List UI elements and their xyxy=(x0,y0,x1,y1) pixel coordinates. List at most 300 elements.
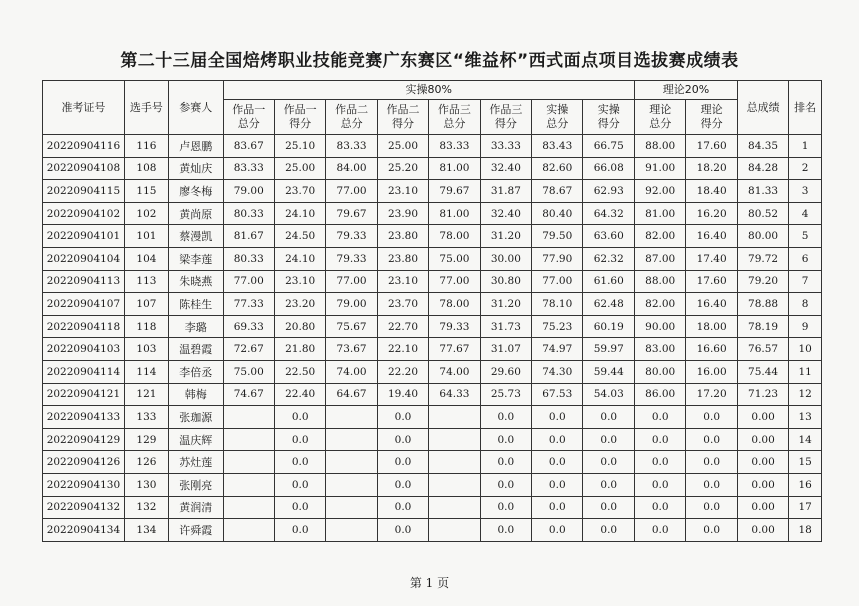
cell-rank: 4 xyxy=(789,202,822,225)
table-row xyxy=(43,157,822,180)
cell-w3-total: 74.00 xyxy=(429,360,480,383)
cell-player-no: 104 xyxy=(124,247,168,270)
table-row xyxy=(43,293,822,316)
cell-w2-score: 0.0 xyxy=(377,473,428,496)
subheader-7: 实操 得分 xyxy=(583,100,635,135)
cell-w3-score: 31.07 xyxy=(480,338,531,361)
cell-w1-total: 81.67 xyxy=(223,225,274,248)
cell-w1-total: 83.67 xyxy=(223,135,274,158)
cell-name: 温碧霞 xyxy=(168,338,223,361)
cell-w2-total xyxy=(326,406,377,429)
cell-final-total: 0.00 xyxy=(737,406,788,429)
cell-w3-total: 78.00 xyxy=(429,293,480,316)
cell-prac-score: 62.93 xyxy=(583,180,635,203)
cell-name: 温庆辉 xyxy=(168,428,223,451)
cell-prac-score: 61.60 xyxy=(583,270,635,293)
cell-w2-score: 22.70 xyxy=(377,315,428,338)
cell-theory-score: 17.60 xyxy=(686,270,737,293)
cell-rank: 12 xyxy=(789,383,822,406)
cell-rank: 2 xyxy=(789,157,822,180)
cell-theory-score: 17.60 xyxy=(686,135,737,158)
page-number: 第 1 页 xyxy=(409,576,450,590)
cell-final-total: 79.20 xyxy=(737,270,788,293)
cell-w2-total: 64.67 xyxy=(326,383,377,406)
cell-theory-score: 16.00 xyxy=(686,360,737,383)
cell-final-total: 79.72 xyxy=(737,247,788,270)
cell-exam-no: 20220904121 xyxy=(43,383,125,406)
cell-theory-score: 0.0 xyxy=(686,496,737,519)
cell-prac-score: 60.19 xyxy=(583,315,635,338)
cell-w2-total xyxy=(326,451,377,474)
cell-name: 李璐 xyxy=(168,315,223,338)
cell-prac-score: 64.32 xyxy=(583,202,635,225)
subheader-1: 作品一 得分 xyxy=(274,100,325,135)
table-row xyxy=(43,451,822,474)
cell-w2-total: 75.67 xyxy=(326,315,377,338)
cell-theory-score: 18.40 xyxy=(686,180,737,203)
cell-w2-total xyxy=(326,519,377,542)
cell-theory-total: 86.00 xyxy=(635,383,686,406)
cell-name: 朱晓燕 xyxy=(168,270,223,293)
cell-theory-total: 90.00 xyxy=(635,315,686,338)
table-row xyxy=(43,406,822,429)
table-row xyxy=(43,360,822,383)
cell-w3-score: 31.87 xyxy=(480,180,531,203)
cell-w2-total: 79.33 xyxy=(326,247,377,270)
cell-exam-no: 20220904116 xyxy=(43,135,125,158)
cell-prac-score: 66.08 xyxy=(583,157,635,180)
cell-prac-total: 0.0 xyxy=(532,428,583,451)
cell-player-no: 129 xyxy=(124,428,168,451)
cell-name: 李倍丞 xyxy=(168,360,223,383)
cell-theory-score: 16.40 xyxy=(686,293,737,316)
cell-final-total: 84.28 xyxy=(737,157,788,180)
cell-w3-score: 32.40 xyxy=(480,157,531,180)
cell-name: 张珈源 xyxy=(168,406,223,429)
cell-w3-score: 0.0 xyxy=(480,496,531,519)
cell-w2-total: 73.67 xyxy=(326,338,377,361)
cell-rank: 5 xyxy=(789,225,822,248)
cell-name: 许舜霞 xyxy=(168,519,223,542)
cell-rank: 10 xyxy=(789,338,822,361)
cell-w1-total xyxy=(223,519,274,542)
header-name: 参赛人 xyxy=(168,81,223,135)
cell-w2-score: 25.20 xyxy=(377,157,428,180)
cell-final-total: 76.57 xyxy=(737,338,788,361)
table-row xyxy=(43,270,822,293)
cell-exam-no: 20220904114 xyxy=(43,360,125,383)
cell-player-no: 102 xyxy=(124,202,168,225)
cell-prac-total: 80.40 xyxy=(532,202,583,225)
subheader-3: 作品二 得分 xyxy=(377,100,428,135)
cell-w2-score: 22.10 xyxy=(377,338,428,361)
cell-w3-total: 79.67 xyxy=(429,180,480,203)
cell-w1-score: 23.20 xyxy=(274,293,325,316)
cell-theory-score: 0.0 xyxy=(686,451,737,474)
cell-w3-total: 77.67 xyxy=(429,338,480,361)
table-row xyxy=(43,496,822,519)
cell-prac-score: 59.97 xyxy=(583,338,635,361)
table-row xyxy=(43,202,822,225)
cell-w1-total: 83.33 xyxy=(223,157,274,180)
cell-prac-total: 0.0 xyxy=(532,451,583,474)
cell-theory-total: 92.00 xyxy=(635,180,686,203)
cell-name: 蔡漫凯 xyxy=(168,225,223,248)
cell-theory-total: 91.00 xyxy=(635,157,686,180)
cell-theory-score: 16.60 xyxy=(686,338,737,361)
cell-w1-score: 20.80 xyxy=(274,315,325,338)
cell-prac-total: 77.00 xyxy=(532,270,583,293)
cell-w1-total: 72.67 xyxy=(223,338,274,361)
cell-w3-total: 77.00 xyxy=(429,270,480,293)
cell-player-no: 134 xyxy=(124,519,168,542)
cell-w1-score: 0.0 xyxy=(274,428,325,451)
cell-w3-score: 31.73 xyxy=(480,315,531,338)
cell-w2-total: 84.00 xyxy=(326,157,377,180)
cell-prac-score: 0.0 xyxy=(583,473,635,496)
cell-prac-score: 54.03 xyxy=(583,383,635,406)
cell-rank: 3 xyxy=(789,180,822,203)
cell-player-no: 101 xyxy=(124,225,168,248)
cell-w1-score: 0.0 xyxy=(274,451,325,474)
cell-prac-score: 0.0 xyxy=(583,496,635,519)
table-row xyxy=(43,135,822,158)
cell-prac-score: 62.32 xyxy=(583,247,635,270)
cell-theory-total: 88.00 xyxy=(635,135,686,158)
cell-final-total: 81.33 xyxy=(737,180,788,203)
cell-prac-total: 0.0 xyxy=(532,496,583,519)
cell-final-total: 0.00 xyxy=(737,496,788,519)
cell-final-total: 78.19 xyxy=(737,315,788,338)
cell-w3-score: 32.40 xyxy=(480,202,531,225)
cell-w1-score: 0.0 xyxy=(274,473,325,496)
cell-w2-score: 23.10 xyxy=(377,270,428,293)
cell-w1-score: 0.0 xyxy=(274,496,325,519)
cell-w2-score: 25.00 xyxy=(377,135,428,158)
cell-w1-score: 24.10 xyxy=(274,247,325,270)
cell-theory-score: 18.00 xyxy=(686,315,737,338)
cell-w3-score: 0.0 xyxy=(480,519,531,542)
subheader-5: 作品三 得分 xyxy=(480,100,531,135)
cell-exam-no: 20220904102 xyxy=(43,202,125,225)
subheader-8: 理论 总分 xyxy=(635,100,686,135)
cell-w3-score: 30.80 xyxy=(480,270,531,293)
cell-w3-total: 81.00 xyxy=(429,157,480,180)
cell-exam-no: 20220904132 xyxy=(43,496,125,519)
header-practical-group: 实操80% xyxy=(223,81,634,100)
cell-rank: 17 xyxy=(789,496,822,519)
cell-w1-total xyxy=(223,473,274,496)
cell-w2-score: 19.40 xyxy=(377,383,428,406)
cell-prac-total: 67.53 xyxy=(532,383,583,406)
cell-player-no: 108 xyxy=(124,157,168,180)
cell-w3-total xyxy=(429,451,480,474)
cell-player-no: 103 xyxy=(124,338,168,361)
cell-w2-score: 23.70 xyxy=(377,293,428,316)
cell-w3-score: 33.33 xyxy=(480,135,531,158)
cell-rank: 14 xyxy=(789,428,822,451)
cell-prac-score: 62.48 xyxy=(583,293,635,316)
cell-prac-total: 78.10 xyxy=(532,293,583,316)
cell-w3-score: 0.0 xyxy=(480,473,531,496)
cell-rank: 11 xyxy=(789,360,822,383)
table-row xyxy=(43,315,822,338)
cell-exam-no: 20220904108 xyxy=(43,157,125,180)
cell-prac-total: 0.0 xyxy=(532,473,583,496)
cell-exam-no: 20220904113 xyxy=(43,270,125,293)
cell-w1-total: 75.00 xyxy=(223,360,274,383)
cell-player-no: 133 xyxy=(124,406,168,429)
cell-w1-score: 23.10 xyxy=(274,270,325,293)
cell-prac-total: 83.43 xyxy=(532,135,583,158)
cell-name: 黄尚原 xyxy=(168,202,223,225)
cell-w2-total: 74.00 xyxy=(326,360,377,383)
cell-rank: 16 xyxy=(789,473,822,496)
header-theory-group: 理论20% xyxy=(635,81,738,100)
cell-prac-score: 0.0 xyxy=(583,451,635,474)
cell-theory-score: 0.0 xyxy=(686,406,737,429)
cell-w3-score: 0.0 xyxy=(480,428,531,451)
table-row xyxy=(43,225,822,248)
cell-final-total: 0.00 xyxy=(737,451,788,474)
cell-theory-total: 0.0 xyxy=(635,406,686,429)
cell-rank: 18 xyxy=(789,519,822,542)
cell-prac-total: 82.60 xyxy=(532,157,583,180)
cell-player-no: 114 xyxy=(124,360,168,383)
cell-player-no: 132 xyxy=(124,496,168,519)
cell-name: 陈桂生 xyxy=(168,293,223,316)
cell-w2-total xyxy=(326,428,377,451)
cell-prac-total: 79.50 xyxy=(532,225,583,248)
subheader-2: 作品二 总分 xyxy=(326,100,377,135)
cell-rank: 6 xyxy=(789,247,822,270)
cell-w1-total: 79.00 xyxy=(223,180,274,203)
cell-final-total: 80.52 xyxy=(737,202,788,225)
subheader-9: 理论 得分 xyxy=(686,100,737,135)
cell-w2-score: 0.0 xyxy=(377,451,428,474)
cell-w2-total xyxy=(326,496,377,519)
cell-prac-total: 78.67 xyxy=(532,180,583,203)
table-row xyxy=(43,519,822,542)
cell-prac-score: 59.44 xyxy=(583,360,635,383)
table-row xyxy=(43,383,822,406)
cell-theory-score: 17.20 xyxy=(686,383,737,406)
cell-w2-total xyxy=(326,473,377,496)
cell-rank: 13 xyxy=(789,406,822,429)
cell-theory-total: 81.00 xyxy=(635,202,686,225)
cell-w2-total: 79.00 xyxy=(326,293,377,316)
cell-w1-score: 22.40 xyxy=(274,383,325,406)
cell-w1-total: 74.67 xyxy=(223,383,274,406)
cell-w2-total: 77.00 xyxy=(326,270,377,293)
cell-exam-no: 20220904126 xyxy=(43,451,125,474)
cell-w3-score: 0.0 xyxy=(480,451,531,474)
cell-w3-total xyxy=(429,406,480,429)
cell-exam-no: 20220904101 xyxy=(43,225,125,248)
cell-theory-score: 0.0 xyxy=(686,519,737,542)
cell-w2-total: 77.00 xyxy=(326,180,377,203)
cell-theory-score: 0.0 xyxy=(686,428,737,451)
cell-w2-score: 0.0 xyxy=(377,519,428,542)
cell-w3-total: 79.33 xyxy=(429,315,480,338)
cell-theory-total: 87.00 xyxy=(635,247,686,270)
cell-w2-total: 79.33 xyxy=(326,225,377,248)
cell-exam-no: 20220904130 xyxy=(43,473,125,496)
cell-prac-total: 0.0 xyxy=(532,406,583,429)
cell-w2-score: 0.0 xyxy=(377,496,428,519)
cell-player-no: 116 xyxy=(124,135,168,158)
cell-theory-score: 16.20 xyxy=(686,202,737,225)
cell-player-no: 115 xyxy=(124,180,168,203)
cell-final-total: 71.23 xyxy=(737,383,788,406)
cell-w3-total xyxy=(429,519,480,542)
cell-player-no: 113 xyxy=(124,270,168,293)
cell-theory-score: 16.40 xyxy=(686,225,737,248)
cell-player-no: 107 xyxy=(124,293,168,316)
cell-w2-score: 23.80 xyxy=(377,247,428,270)
cell-name: 黄灿庆 xyxy=(168,157,223,180)
cell-w2-score: 23.80 xyxy=(377,225,428,248)
cell-w1-total xyxy=(223,451,274,474)
cell-w1-total xyxy=(223,496,274,519)
cell-exam-no: 20220904118 xyxy=(43,315,125,338)
cell-w3-total xyxy=(429,473,480,496)
cell-w3-score: 29.60 xyxy=(480,360,531,383)
cell-theory-total: 0.0 xyxy=(635,473,686,496)
cell-player-no: 126 xyxy=(124,451,168,474)
cell-theory-total: 0.0 xyxy=(635,428,686,451)
cell-player-no: 130 xyxy=(124,473,168,496)
cell-name: 黄润清 xyxy=(168,496,223,519)
cell-rank: 7 xyxy=(789,270,822,293)
cell-name: 韩梅 xyxy=(168,383,223,406)
cell-w1-total: 80.33 xyxy=(223,247,274,270)
cell-w1-score: 0.0 xyxy=(274,519,325,542)
subheader-6: 实操 总分 xyxy=(532,100,583,135)
cell-w1-total: 69.33 xyxy=(223,315,274,338)
cell-rank: 9 xyxy=(789,315,822,338)
cell-w1-score: 22.50 xyxy=(274,360,325,383)
cell-w1-score: 25.00 xyxy=(274,157,325,180)
table-row xyxy=(43,180,822,203)
cell-final-total: 80.00 xyxy=(737,225,788,248)
table-row xyxy=(43,428,822,451)
subheader-0: 作品一 总分 xyxy=(223,100,274,135)
cell-final-total: 84.35 xyxy=(737,135,788,158)
cell-w3-total xyxy=(429,428,480,451)
cell-w2-total: 83.33 xyxy=(326,135,377,158)
cell-w3-score: 31.20 xyxy=(480,225,531,248)
cell-w1-score: 24.50 xyxy=(274,225,325,248)
cell-w1-score: 25.10 xyxy=(274,135,325,158)
cell-exam-no: 20220904115 xyxy=(43,180,125,203)
header-player-no: 选手号 xyxy=(124,81,168,135)
page-title: 第二十三届全国焙烤职业技能竞赛广东赛区“维益杯”西式面点项目选拔赛成绩表 xyxy=(120,51,739,71)
cell-w3-score: 31.20 xyxy=(480,293,531,316)
cell-player-no: 121 xyxy=(124,383,168,406)
header-total: 总成绩 xyxy=(737,81,788,135)
cell-w3-total: 83.33 xyxy=(429,135,480,158)
cell-w2-score: 22.20 xyxy=(377,360,428,383)
cell-theory-score: 18.20 xyxy=(686,157,737,180)
cell-theory-score: 17.40 xyxy=(686,247,737,270)
cell-name: 廖冬梅 xyxy=(168,180,223,203)
cell-w3-score: 30.00 xyxy=(480,247,531,270)
cell-player-no: 118 xyxy=(124,315,168,338)
cell-theory-total: 0.0 xyxy=(635,496,686,519)
cell-theory-total: 0.0 xyxy=(635,519,686,542)
cell-exam-no: 20220904129 xyxy=(43,428,125,451)
cell-final-total: 0.00 xyxy=(737,428,788,451)
cell-theory-total: 82.00 xyxy=(635,293,686,316)
cell-w1-total xyxy=(223,406,274,429)
cell-w3-total: 64.33 xyxy=(429,383,480,406)
cell-w2-total: 79.67 xyxy=(326,202,377,225)
cell-prac-total: 75.23 xyxy=(532,315,583,338)
cell-exam-no: 20220904134 xyxy=(43,519,125,542)
cell-prac-score: 0.0 xyxy=(583,519,635,542)
cell-prac-score: 0.0 xyxy=(583,406,635,429)
cell-w3-total: 81.00 xyxy=(429,202,480,225)
cell-name: 苏灶莲 xyxy=(168,451,223,474)
cell-w1-score: 21.80 xyxy=(274,338,325,361)
table-row xyxy=(43,473,822,496)
cell-theory-total: 80.00 xyxy=(635,360,686,383)
cell-rank: 15 xyxy=(789,451,822,474)
cell-w1-total: 77.33 xyxy=(223,293,274,316)
cell-theory-total: 83.00 xyxy=(635,338,686,361)
cell-prac-total: 74.30 xyxy=(532,360,583,383)
cell-exam-no: 20220904103 xyxy=(43,338,125,361)
cell-w1-total xyxy=(223,428,274,451)
cell-name: 张刚亮 xyxy=(168,473,223,496)
table-row xyxy=(43,247,822,270)
cell-prac-score: 66.75 xyxy=(583,135,635,158)
cell-w1-score: 24.10 xyxy=(274,202,325,225)
cell-w3-score: 0.0 xyxy=(480,406,531,429)
cell-prac-score: 63.60 xyxy=(583,225,635,248)
cell-prac-score: 0.0 xyxy=(583,428,635,451)
cell-exam-no: 20220904107 xyxy=(43,293,125,316)
cell-w2-score: 0.0 xyxy=(377,406,428,429)
cell-prac-total: 74.97 xyxy=(532,338,583,361)
cell-name: 梁李莲 xyxy=(168,247,223,270)
cell-w3-total xyxy=(429,496,480,519)
cell-w1-total: 80.33 xyxy=(223,202,274,225)
cell-w1-score: 0.0 xyxy=(274,406,325,429)
cell-final-total: 78.88 xyxy=(737,293,788,316)
cell-w2-score: 0.0 xyxy=(377,428,428,451)
cell-w2-score: 23.90 xyxy=(377,202,428,225)
cell-final-total: 0.00 xyxy=(737,473,788,496)
cell-w1-total: 77.00 xyxy=(223,270,274,293)
header-rank: 排名 xyxy=(789,81,822,135)
cell-theory-score: 0.0 xyxy=(686,473,737,496)
cell-rank: 8 xyxy=(789,293,822,316)
cell-final-total: 75.44 xyxy=(737,360,788,383)
score-table xyxy=(42,80,822,542)
cell-theory-total: 82.00 xyxy=(635,225,686,248)
table-row xyxy=(43,338,822,361)
cell-w3-score: 25.73 xyxy=(480,383,531,406)
cell-prac-total: 0.0 xyxy=(532,519,583,542)
cell-name: 卢恩鹏 xyxy=(168,135,223,158)
cell-final-total: 0.00 xyxy=(737,519,788,542)
cell-w2-score: 23.10 xyxy=(377,180,428,203)
cell-theory-total: 88.00 xyxy=(635,270,686,293)
cell-w1-score: 23.70 xyxy=(274,180,325,203)
cell-prac-total: 77.90 xyxy=(532,247,583,270)
